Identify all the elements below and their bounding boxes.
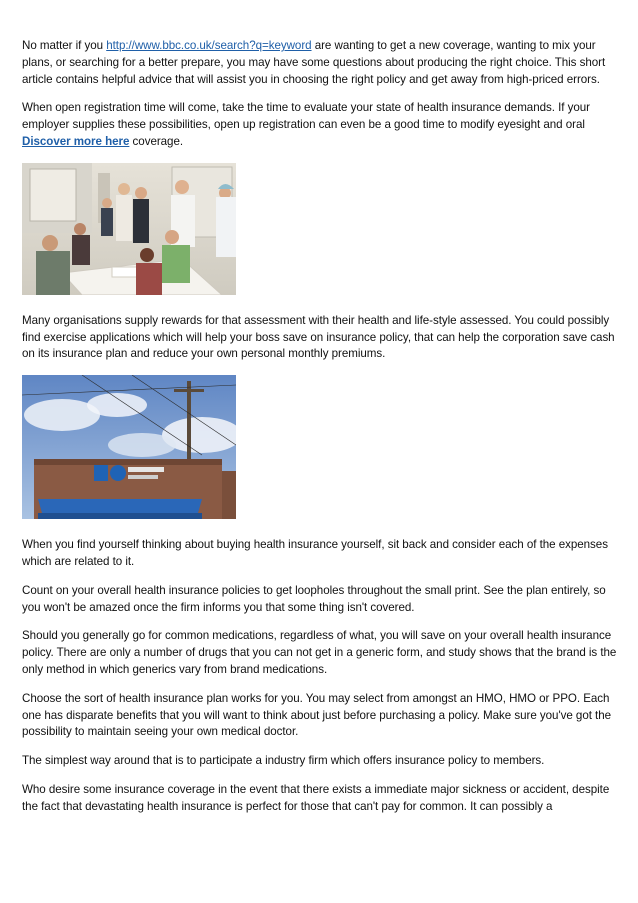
paragraph-4: When you find yourself thinking about buying health insurance yourself, sit back and consider each of the expenses which are related to it.: [22, 538, 608, 568]
paragraph-2-text-b: coverage.: [129, 134, 184, 148]
paragraph-7: Choose the sort of health insurance plan works for you. You may select from amongst an HMO, HMO or PPO. Each one has disparate benefits that you will want to think about just before purchasing a policy. Make sure you've got the possibility to maintain seeing your own medical doctor.: [22, 691, 612, 739]
insurance-building-photo: [22, 375, 236, 519]
discover-more-link[interactable]: Discover more here: [22, 134, 130, 148]
paragraph-2: [22, 100, 618, 150]
paragraph-6: Should you generally go for common medications, regardless of what, you will save on your overall health insurance policy. There are only a number of drugs that you can not get in a generic form, and study shows that the brand is the only method in which generics vary from brand medications.: [22, 629, 617, 676]
medical-meeting-photo: [22, 163, 236, 295]
document-body: [22, 38, 618, 828]
paragraph-1: [22, 38, 618, 88]
paragraph-2-text-a: When open registration time will come, take the time to evaluate your state of health insurance demands. If your employer supplies these possibilities, open up registration can even be a good time to modify eyesight and oral: [22, 101, 590, 132]
bbc-search-link[interactable]: http://www.bbc.co.uk/search?q=keyword: [106, 39, 312, 52]
photo-2-container: [22, 375, 618, 519]
paragraph-9: Who desire some insurance coverage in the event that there exists a immediate major sickness or accident, despite the fact that devastating health insurance is perfect for those that can't pay for common. It can possibly a: [22, 782, 610, 813]
paragraph-8: The simplest way around that is to participate a industry firm which offers insurance policy to members.: [22, 754, 545, 768]
paragraph-1-text-b: are wanting to get a new coverage, wanting to mix your plans, or searching for a better prepare, you may have some questions about producing the right choice. This short article contains helpful advice that will assist you in choosing the right policy and get away from high-priced errors.: [22, 39, 606, 86]
paragraph-3: Many organisations supply rewards for that assessment with their health and life-style assessed. You could possibly find exercise applications which will help your boss save on insurance policy, that can help the corporation save cash on its insurance plan and reduce your own personal monthly premiums.: [22, 313, 615, 361]
photo-1-container: [22, 163, 618, 295]
paragraph-1-text-a: No matter if you: [22, 39, 107, 52]
paragraph-5: Count on your overall health insurance policies to get loopholes throughout the small print. See the plan entirely, so you won't be amazed once the firm informs you that some thing isn't covered.: [22, 583, 606, 614]
